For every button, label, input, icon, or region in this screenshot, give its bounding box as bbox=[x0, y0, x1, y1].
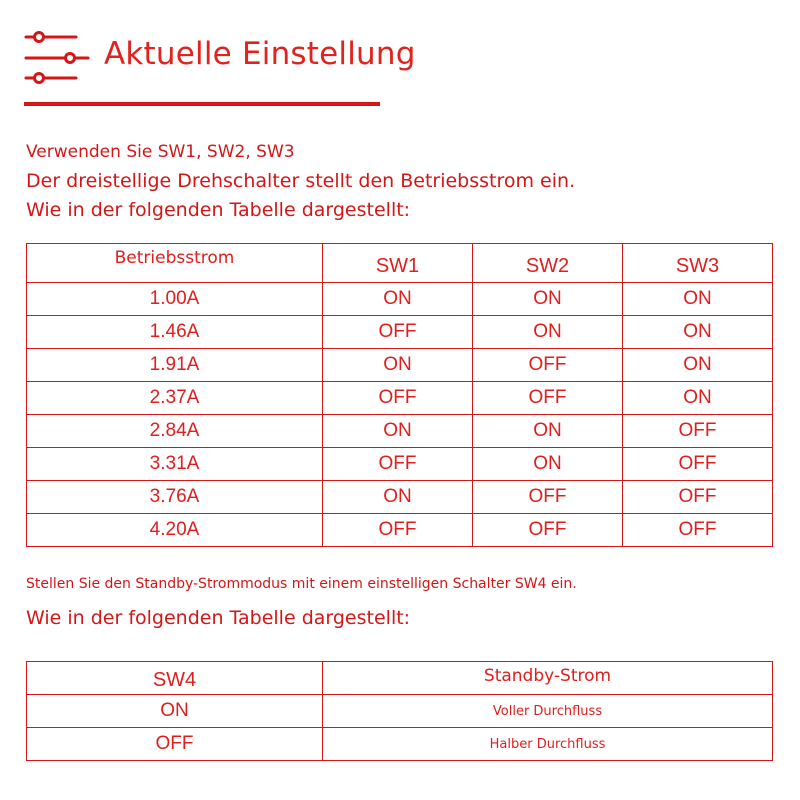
table-cell: OFF bbox=[473, 514, 623, 547]
table-cell: OFF bbox=[473, 382, 623, 415]
header-cell-sw1: SW1 bbox=[323, 244, 473, 283]
table-cell: OFF bbox=[623, 448, 773, 481]
table-cell: ON bbox=[623, 283, 773, 316]
intro-line-3: Wie in der folgenden Tabelle dargestellt: bbox=[26, 199, 411, 221]
table-cell: 1.46A bbox=[27, 316, 323, 349]
table-row bbox=[27, 728, 773, 761]
table-row bbox=[27, 349, 773, 382]
table-cell: OFF bbox=[323, 448, 473, 481]
table-row bbox=[27, 481, 773, 514]
table-cell: ON bbox=[473, 316, 623, 349]
page-title: Aktuelle Einstellung bbox=[104, 36, 416, 72]
current-table-header bbox=[27, 244, 773, 283]
header-cell-sw4: SW4 bbox=[27, 662, 323, 695]
table-cell: ON bbox=[473, 283, 623, 316]
table-row bbox=[27, 448, 773, 481]
table-row bbox=[27, 283, 773, 316]
table-row bbox=[27, 695, 773, 728]
table-cell: OFF bbox=[623, 514, 773, 547]
table-cell: 1.00A bbox=[27, 283, 323, 316]
table-row bbox=[27, 382, 773, 415]
header-cell-sw3: SW3 bbox=[623, 244, 773, 283]
table-cell: ON bbox=[473, 448, 623, 481]
standby-table bbox=[26, 661, 773, 761]
table-cell: OFF bbox=[473, 349, 623, 382]
table-cell: OFF bbox=[323, 514, 473, 547]
standby-table-header bbox=[27, 662, 773, 695]
table-cell: OFF bbox=[323, 316, 473, 349]
table-cell: 3.76A bbox=[27, 481, 323, 514]
table-cell: OFF bbox=[623, 481, 773, 514]
table-cell: ON bbox=[323, 481, 473, 514]
header-cell-sw2: SW2 bbox=[473, 244, 623, 283]
table-row bbox=[27, 316, 773, 349]
table-cell: 2.37A bbox=[27, 382, 323, 415]
table-cell: Voller Durchfluss bbox=[323, 695, 773, 728]
table-cell: ON bbox=[473, 415, 623, 448]
table-cell: ON bbox=[323, 349, 473, 382]
table-cell: ON bbox=[323, 283, 473, 316]
table-cell: 4.20A bbox=[27, 514, 323, 547]
standby-note: Stellen Sie den Standby-Strommodus mit einem einstelligen Schalter SW4 ein. bbox=[26, 576, 577, 592]
header bbox=[24, 22, 416, 110]
table-cell: OFF bbox=[323, 382, 473, 415]
header-cell-standby-strom: Standby-Strom bbox=[323, 662, 773, 695]
header-cell-betriebsstrom: Betriebsstrom bbox=[27, 244, 323, 283]
table-cell: ON bbox=[623, 349, 773, 382]
table-cell: OFF bbox=[473, 481, 623, 514]
table-row bbox=[27, 514, 773, 547]
table-cell: ON bbox=[623, 316, 773, 349]
table-cell: ON bbox=[323, 415, 473, 448]
table-cell: OFF bbox=[27, 728, 323, 761]
table-cell: OFF bbox=[623, 415, 773, 448]
table-cell: Halber Durchfluss bbox=[323, 728, 773, 761]
table-cell: 3.31A bbox=[27, 448, 323, 481]
intro-line-2: Der dreistellige Drehschalter stellt den Betriebsstrom ein. bbox=[26, 170, 576, 192]
settings-sliders-icon bbox=[24, 28, 94, 84]
intro-line-1: Verwenden Sie SW1, SW2, SW3 bbox=[26, 142, 295, 162]
current-table bbox=[26, 243, 773, 547]
table-cell: ON bbox=[623, 382, 773, 415]
table-cell: 2.84A bbox=[27, 415, 323, 448]
table-cell: 1.91A bbox=[27, 349, 323, 382]
table-cell: ON bbox=[27, 695, 323, 728]
intro-text bbox=[26, 138, 575, 225]
title-divider bbox=[24, 102, 380, 106]
table-row bbox=[27, 415, 773, 448]
standby-note-2: Wie in der folgenden Tabelle dargestellt: bbox=[26, 607, 411, 629]
